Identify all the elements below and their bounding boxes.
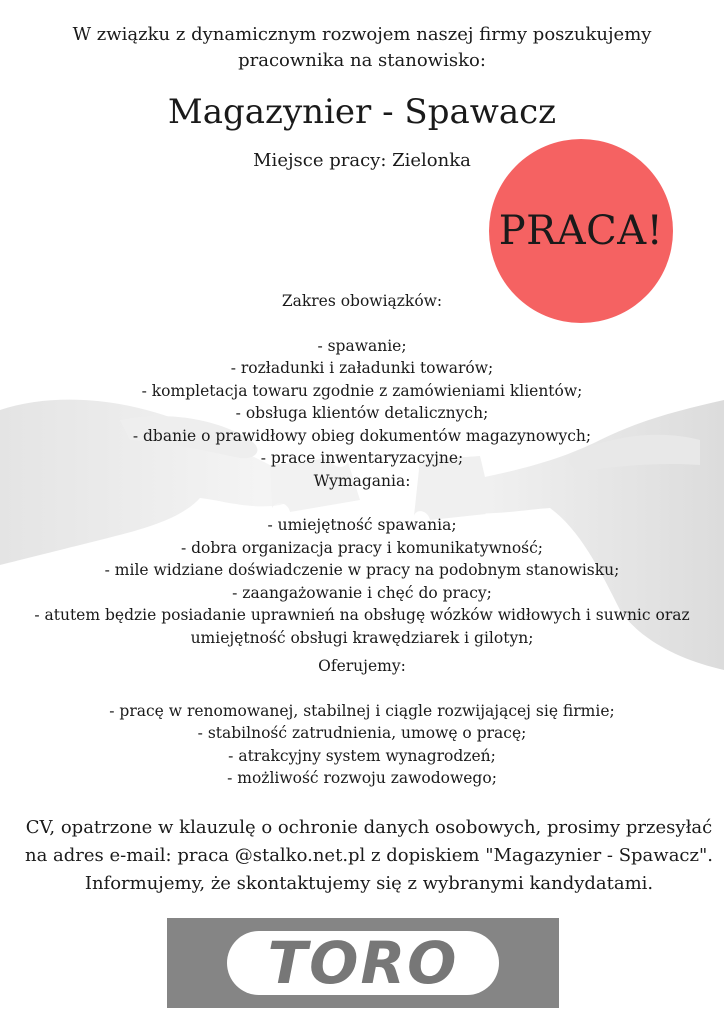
list-item: umiejętność obsługi krawędziarek i gilotyn; (190, 628, 534, 647)
list-item: - możliwość rozwoju zawodowego; (227, 769, 497, 787)
offer-list (0, 700, 724, 790)
offer-section (0, 655, 724, 790)
list-item: - rozładunki i załadunki towarów; (230, 359, 494, 377)
list-item: - prace inwentaryzacyjne; (260, 449, 464, 467)
duties-list (0, 335, 724, 470)
praca-badge-text: PRACA! (498, 208, 664, 254)
intro-text (0, 22, 724, 74)
list-item: - spawanie; (317, 336, 407, 355)
job-details (0, 290, 724, 790)
list-item: - atutem będzie posiadanie uprawnień na obsługę wózków widłowych i suwnic oraz (34, 606, 690, 624)
intro-line-2: pracownika na stanowisko: (238, 50, 486, 71)
list-item: - umiejętność spawania; (267, 516, 457, 534)
work-location: Miejsce pracy: Zielonka (253, 150, 471, 171)
requirements-list (0, 514, 724, 649)
list-item: - dobra organizacja pracy i komunikatywność; (180, 538, 544, 557)
list-item: - atrakcyjny system wynagrodzeń; (228, 746, 496, 765)
offer-heading: Oferujemy: (318, 657, 406, 675)
list-item: - zaangażowanie i chęć do pracy; (232, 583, 492, 602)
list-item: - pracę w renomowanej, stabilnej i ciągle rozwijającej się firmie; (109, 701, 615, 720)
job-title: Magazynier - Spawacz (167, 92, 557, 132)
toro-logo-text: TORO (267, 929, 459, 997)
list-item: - kompletacja towaru zgodnie z zamówieniami klientów; (141, 381, 583, 400)
list-item: - dbanie o prawidłowy obieg dokumentów magazynowych; (132, 426, 592, 445)
closing-line-1: CV, opatrzone w klauzulę o ochronie danych osobowych, prosimy przesyłać (25, 817, 713, 838)
duties-section (0, 290, 724, 470)
application-instructions (0, 814, 724, 898)
intro-line-1: W związku z dynamicznym rozwojem naszej firmy poszukujemy (72, 24, 652, 45)
closing-line-3: Informujemy, że skontaktujemy się z wybranymi kandydatami. (84, 873, 654, 894)
list-item: - mile widziane doświadczenie w pracy na podobnym stanowisku; (104, 561, 620, 579)
list-item: - obsługa klientów detalicznych; (235, 404, 489, 422)
toro-logo-banner (167, 918, 559, 1008)
duties-heading: Zakres obowiązków: (281, 292, 443, 310)
list-item: - stabilność zatrudnienia, umowę o pracę; (197, 724, 527, 742)
requirements-heading: Wymagania: (313, 471, 411, 490)
toro-logo-pill (227, 931, 499, 995)
requirements-section (0, 470, 724, 650)
closing-line-2: na adres e-mail: praca @stalko.net.pl z dopiskiem "Magazynier - Spawacz". (24, 845, 713, 866)
